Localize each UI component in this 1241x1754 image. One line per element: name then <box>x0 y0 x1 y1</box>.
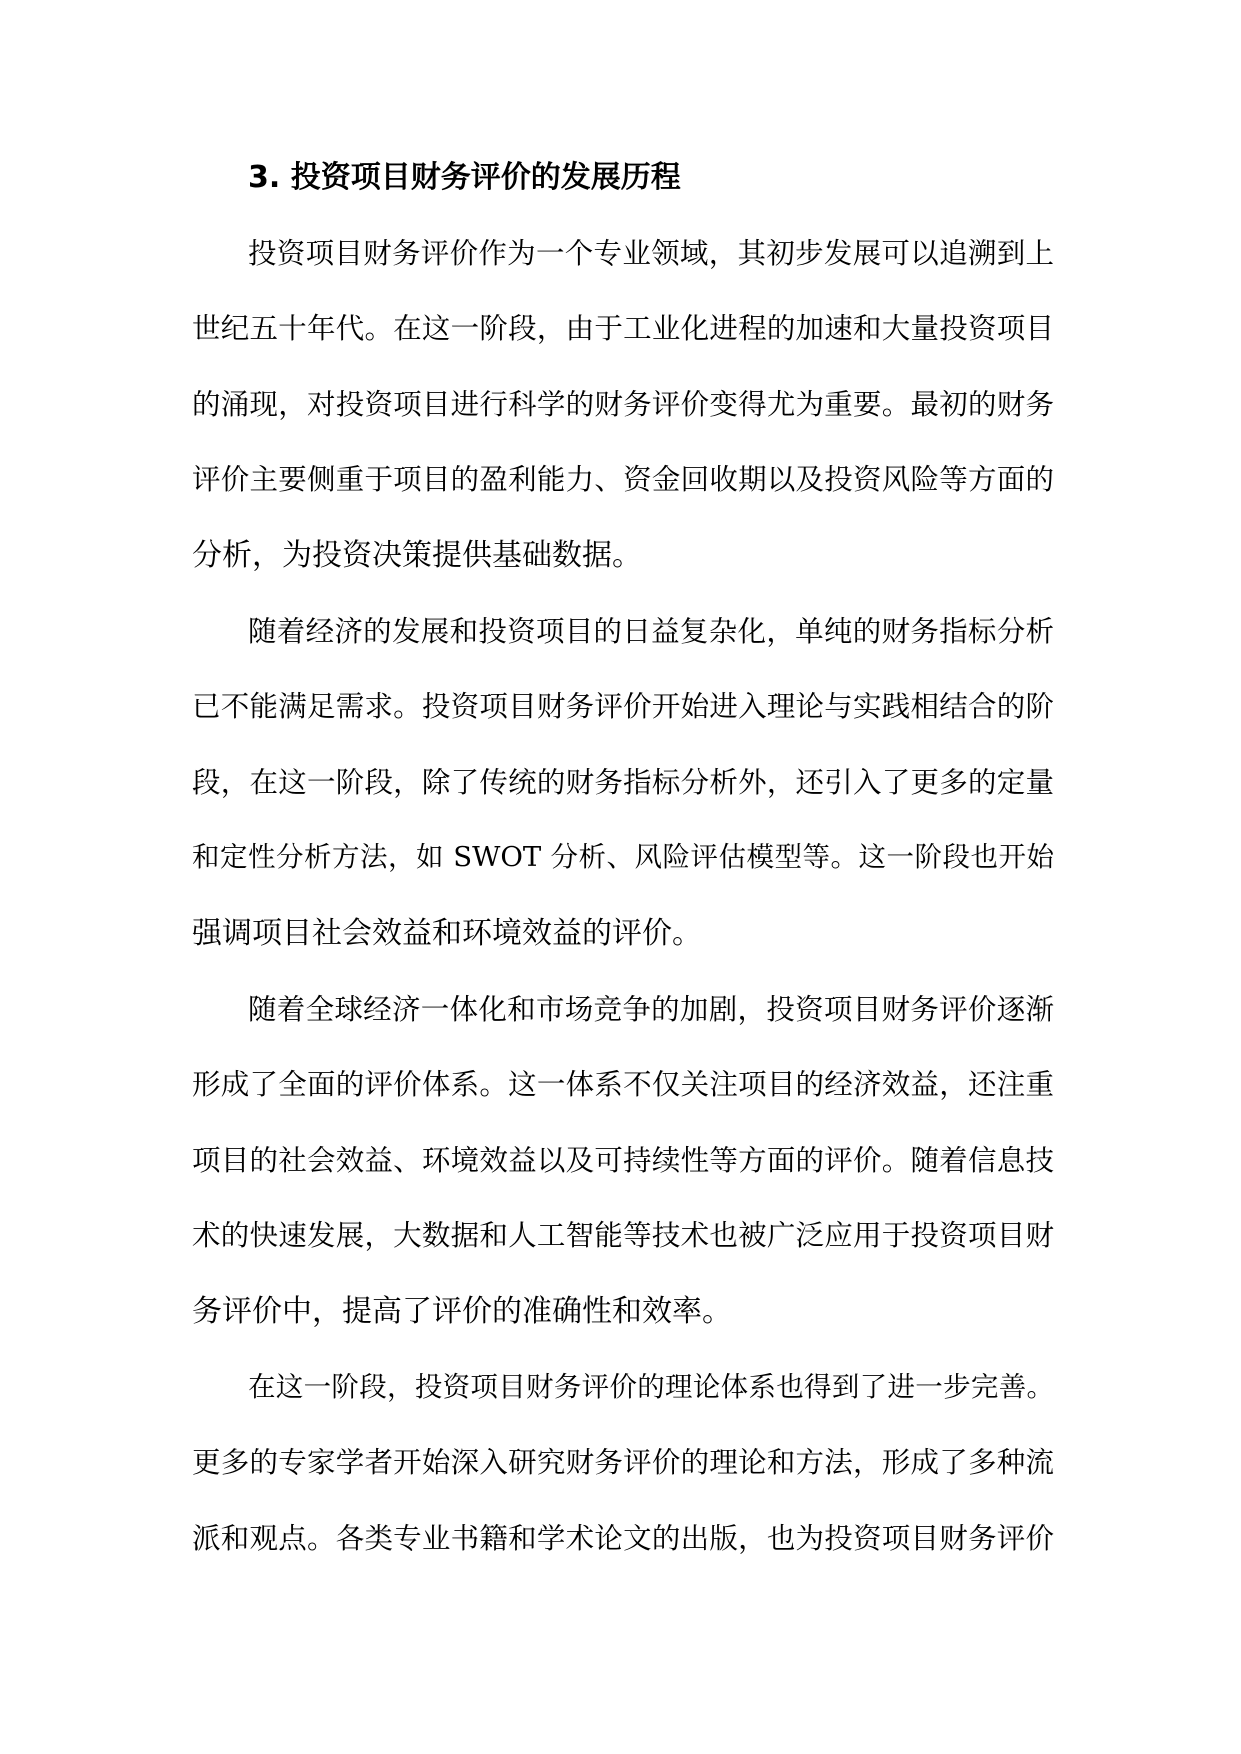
paragraph-line: 随着全球经济一体化和市场竞争的加剧，投资项目财务评价逐渐 <box>248 992 1054 1026</box>
paragraph-line: 随着经济的发展和投资项目的日益复杂化，单纯的财务指标分析 <box>248 614 1054 648</box>
paragraph-3 <box>192 972 1054 1350</box>
paragraph-4 <box>192 1350 1054 1577</box>
paragraph-line: 项目的社会效益、环境效益以及可持续性等方面的评价。随着信息技 <box>192 1143 1054 1177</box>
section-heading: 3. 投资项目财务评价的发展历程 <box>248 160 681 195</box>
document-body <box>192 140 1054 1576</box>
paragraph-line: 投资项目财务评价作为一个专业领域，其初步发展可以追溯到上 <box>248 236 1054 270</box>
paragraph-line: 务评价中，提高了评价的准确性和效率。 <box>192 1293 732 1329</box>
paragraph-line: 段，在这一阶段，除了传统的财务指标分析外，还引入了更多的定量 <box>192 765 1054 799</box>
paragraph-line: 形成了全面的评价体系。这一体系不仅关注项目的经济效益，还注重 <box>192 1068 1054 1102</box>
paragraph-line: 的涌现，对投资项目进行科学的财务评价变得尤为重要。最初的财务 <box>192 387 1054 421</box>
paragraph-line: 更多的专家学者开始深入研究财务评价的理论和方法，形成了多种流 <box>192 1446 1054 1480</box>
paragraph-1 <box>192 216 1054 594</box>
paragraph-line: 术的快速发展，大数据和人工智能等技术也被广泛应用于投资项目财 <box>192 1219 1054 1253</box>
paragraph-line: 强调项目社会效益和环境效益的评价。 <box>192 915 702 951</box>
paragraph-line: 在这一阶段，投资项目财务评价的理论体系也得到了进一步完善。 <box>248 1370 1054 1403</box>
paragraph-line: 世纪五十年代。在这一阶段，由于工业化进程的加速和大量投资项目 <box>192 312 1054 346</box>
paragraph-line: 分析，为投资决策提供基础数据。 <box>192 537 642 573</box>
paragraph-line: 和定性分析方法，如 SWOT 分析、风险评估模型等。这一阶段也开始 <box>192 841 1054 874</box>
paragraph-2 <box>192 594 1054 972</box>
paragraph-line: 派和观点。各类专业书籍和学术论文的出版，也为投资项目财务评价 <box>192 1521 1054 1555</box>
paragraph-line: 已不能满足需求。投资项目财务评价开始进入理论与实践相结合的阶 <box>192 690 1054 724</box>
paragraph-line: 评价主要侧重于项目的盈利能力、资金回收期以及投资风险等方面的 <box>192 463 1054 497</box>
